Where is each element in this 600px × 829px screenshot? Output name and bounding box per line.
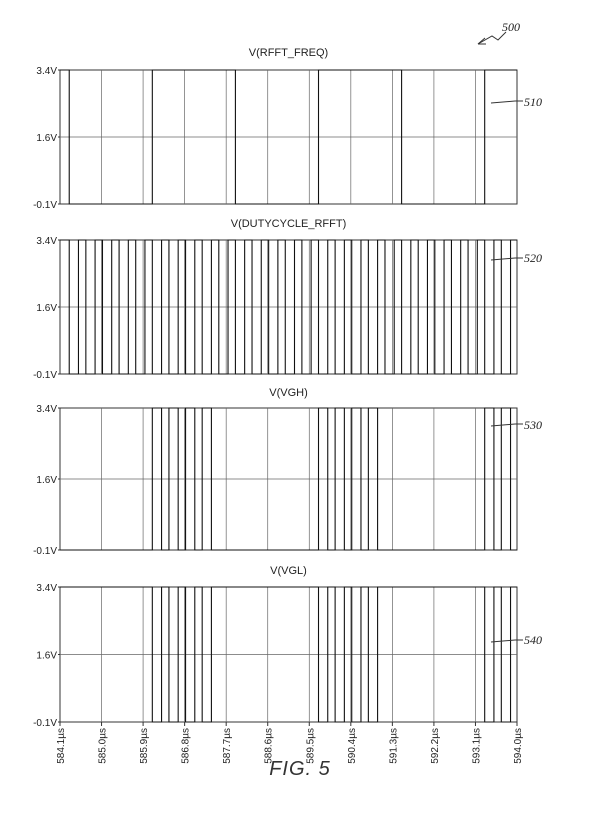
- ref-leader-line: [491, 424, 523, 426]
- chart-panel-1: [33, 47, 517, 211]
- y-tick-label: 3.4V: [36, 404, 57, 415]
- x-tick-label: 587.7µs: [222, 728, 234, 764]
- x-tick-label: 594.0µs: [513, 728, 524, 764]
- y-tick-label: -0.1V: [33, 546, 57, 557]
- figure-caption: FIG. 5: [269, 758, 331, 780]
- ref-leader-line: [491, 101, 523, 103]
- y-tick-label: 3.4V: [36, 583, 57, 594]
- x-tick-label: 591.3µs: [388, 728, 400, 764]
- x-tick-label: 592.2µs: [429, 728, 441, 764]
- x-tick-label: 593.1µs: [471, 728, 483, 764]
- chart-title: V(DUTYCYCLE_RFFT): [230, 218, 347, 230]
- x-tick-label: 585.0µs: [97, 728, 109, 764]
- chart-panel-2: [33, 218, 517, 381]
- y-tick-label: -0.1V: [33, 718, 57, 729]
- chart-title: V(VGH): [269, 387, 308, 399]
- panel-2-ref: 520: [524, 251, 542, 265]
- y-tick-label: -0.1V: [33, 370, 57, 381]
- ref-leader-line: [491, 640, 523, 642]
- x-tick-label: 584.1µs: [56, 728, 67, 764]
- y-tick-label: 1.6V: [36, 475, 57, 486]
- ref-leader-line: [491, 258, 523, 260]
- x-tick-label: 585.9µs: [139, 728, 151, 764]
- y-tick-label: 3.4V: [36, 66, 57, 77]
- y-tick-label: 1.6V: [36, 133, 57, 144]
- y-tick-label: 1.6V: [36, 303, 57, 314]
- figure-ref-number: 500: [502, 20, 520, 34]
- y-tick-label: -0.1V: [33, 200, 57, 211]
- panel-4-ref: 540: [524, 633, 542, 647]
- x-tick-label: 590.4µs: [346, 728, 358, 764]
- panel-3-ref: 530: [524, 418, 542, 432]
- panel-1-ref: 510: [524, 95, 542, 109]
- chart-title: V(RFFT_FREQ): [248, 47, 329, 59]
- chart-panel-4: [33, 565, 517, 729]
- y-tick-label: 3.4V: [36, 236, 57, 247]
- chart-panel-3: [33, 387, 517, 557]
- x-tick-label: 586.8µs: [180, 728, 192, 764]
- y-tick-label: 1.6V: [36, 650, 57, 662]
- x-tick-label: 588.6µs: [263, 728, 275, 764]
- x-tick-label: 589.5µs: [305, 728, 317, 764]
- chart-title: V(VGL): [270, 565, 307, 577]
